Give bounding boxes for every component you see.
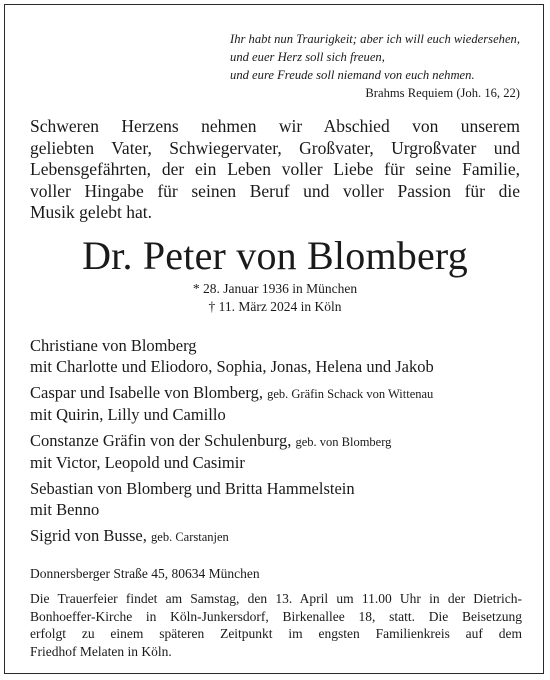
mourner-name: Caspar und Isabelle von Blomberg, [30,383,263,402]
intro-line: Lebensgefährten, der ein Leben voller Liebe für seine Familie, [30,159,520,179]
mourner-name: Constanze Gräfin von der Schulenburg, [30,431,292,450]
mourner-birth-name: geb. von Blomberg [295,435,392,449]
mourner-group [30,431,530,473]
intro-line: voller Hingabe für seinen Beruf und voller Passion für die [30,180,520,201]
birth-date: * 28. Januar 1936 in München [192,281,358,296]
mourner-children: mit Charlotte und Eliodoro, Sophia, Jonas, Helena und Jakob [30,356,434,376]
epigraph-line: und euer Herz soll sich freuen, [230,50,385,64]
mourner-children: mit Benno [30,499,100,519]
notice-line: Bonhoeffer-Kirche in Köln-Junkersdorf, Birkenallee 18, statt. Die Beisetzung [30,608,522,624]
family-address: Donnersberger Straße 45, 80634 München [30,566,260,581]
life-dates [0,280,550,316]
mourner-group [30,336,530,377]
mourner-birth-name: geb. Carstanjen [151,530,229,544]
notice-line: Die Trauerfeier findet am Samstag, den 13. April um 11.00 Uhr in der Dietrich- [30,591,522,606]
intro-line: Musik gelebt hat. [30,202,152,222]
epigraph-quote [230,30,520,102]
intro-line: Schweren Herzens nehmen wir Abschied von unserem [30,116,520,136]
funeral-notice [30,590,522,660]
intro-paragraph [30,116,520,224]
mourner-group [30,479,530,520]
intro-line: geliebten Vater, Schwiegervater, Großvater, Urgroßvater und [30,137,520,158]
mourner-children: mit Quirin, Lilly und Camillo [30,404,226,424]
epigraph-line: Ihr habt nun Traurigkeit; aber ich will euch wiedersehen, [230,32,520,46]
mourner-name: Christiane von Blomberg [30,336,197,355]
mourner-birth-name: geb. Gräfin Schack von Wittenau [267,387,434,401]
deceased-name: Dr. Peter von Blomberg [82,233,468,278]
epigraph-line: und eure Freude soll niemand von euch nehmen. [230,68,475,82]
epigraph-source: Brahms Requiem (Joh. 16, 22) [365,86,520,100]
mourner-name: Sigrid von Busse, [30,526,147,545]
notice-line: Friedhof Melaten in Köln. [30,643,172,659]
mourner-group [30,526,530,548]
notice-line: erfolgt zu einem späteren Zeitpunkt im engsten Familienkreis auf dem [30,626,522,641]
mourner-group [30,383,530,425]
mourners-list [30,336,530,554]
death-date: † 11. März 2024 in Köln [208,299,342,314]
mourner-name: Sebastian von Blomberg und Britta Hammelstein [30,479,355,498]
mourner-children: mit Victor, Leopold und Casimir [30,452,245,472]
